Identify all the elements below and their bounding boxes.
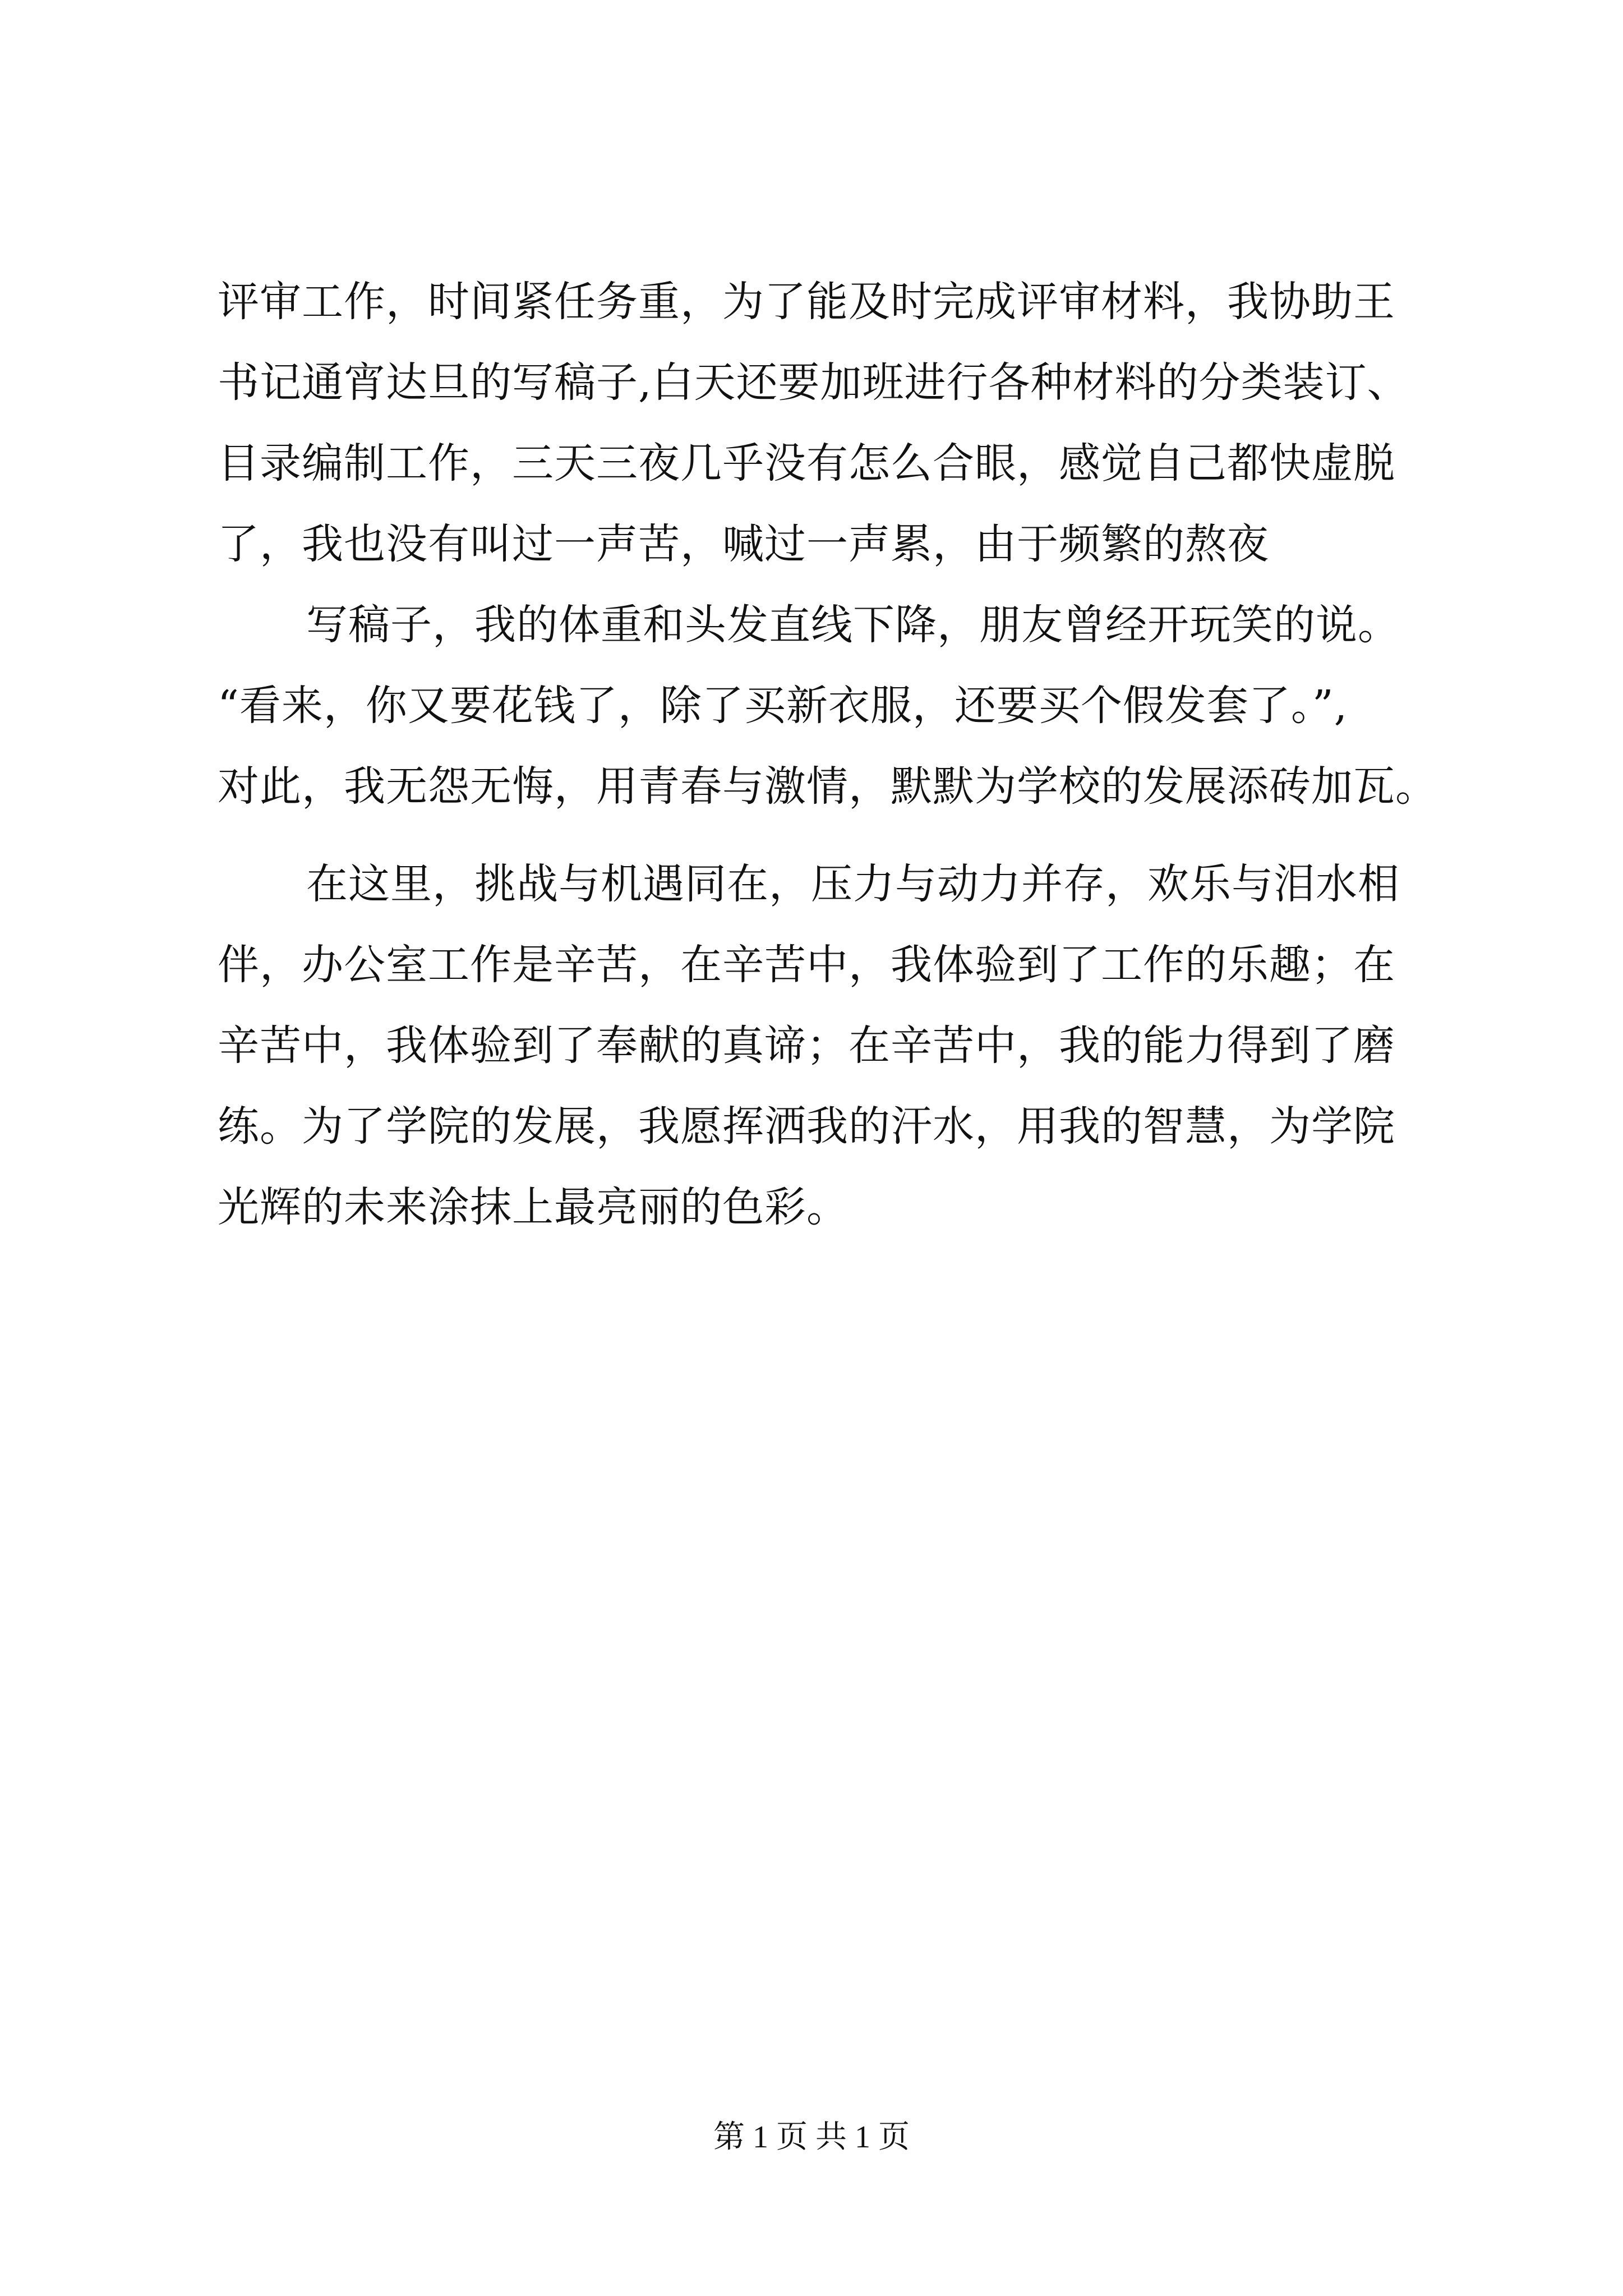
text-line: 光辉的未来涂抹上最亮丽的色彩。 [218, 1183, 849, 1231]
text-line: 练。为了学院的发展，我愿挥洒我的汗水，用我的智慧，为学院 [218, 1102, 1395, 1151]
text-line: 书记通宵达旦的写稿子,白天还要加班进行各种材料的分类装订、 [218, 358, 1409, 407]
text-line: 目录编制工作，三天三夜几乎没有怎么合眼，感觉自己都快虚脱 [218, 439, 1395, 487]
text-line: 写稿子，我的体重和头发直线下降，朋友曾经开玩笑的说。 [306, 601, 1400, 649]
text-line: 在这里，挑战与机遇同在，压力与动力并存，欢乐与泪水相 [306, 860, 1400, 908]
text-line: 评审工作，时间紧任务重，为了能及时完成评审材料，我协助王 [218, 278, 1395, 326]
text-line: 了，我也没有叫过一声苦，喊过一声累，由于频繁的熬夜 [218, 520, 1269, 568]
text-line: 辛苦中，我体验到了奉献的真谛；在辛苦中，我的能力得到了磨 [218, 1022, 1395, 1070]
text-line: “看来，你又要花钱了，除了买新衣服，还要买个假发套了。”, [218, 682, 1348, 730]
page-number-footer: 第 1 页 共 1 页 [713, 2120, 910, 2155]
text-line: 对此，我无怨无悔，用青春与激情，默默为学校的发展添砖加瓦。 [218, 762, 1437, 811]
text-line: 伴，办公室工作是辛苦，在辛苦中，我体验到了工作的乐趣；在 [218, 941, 1395, 989]
